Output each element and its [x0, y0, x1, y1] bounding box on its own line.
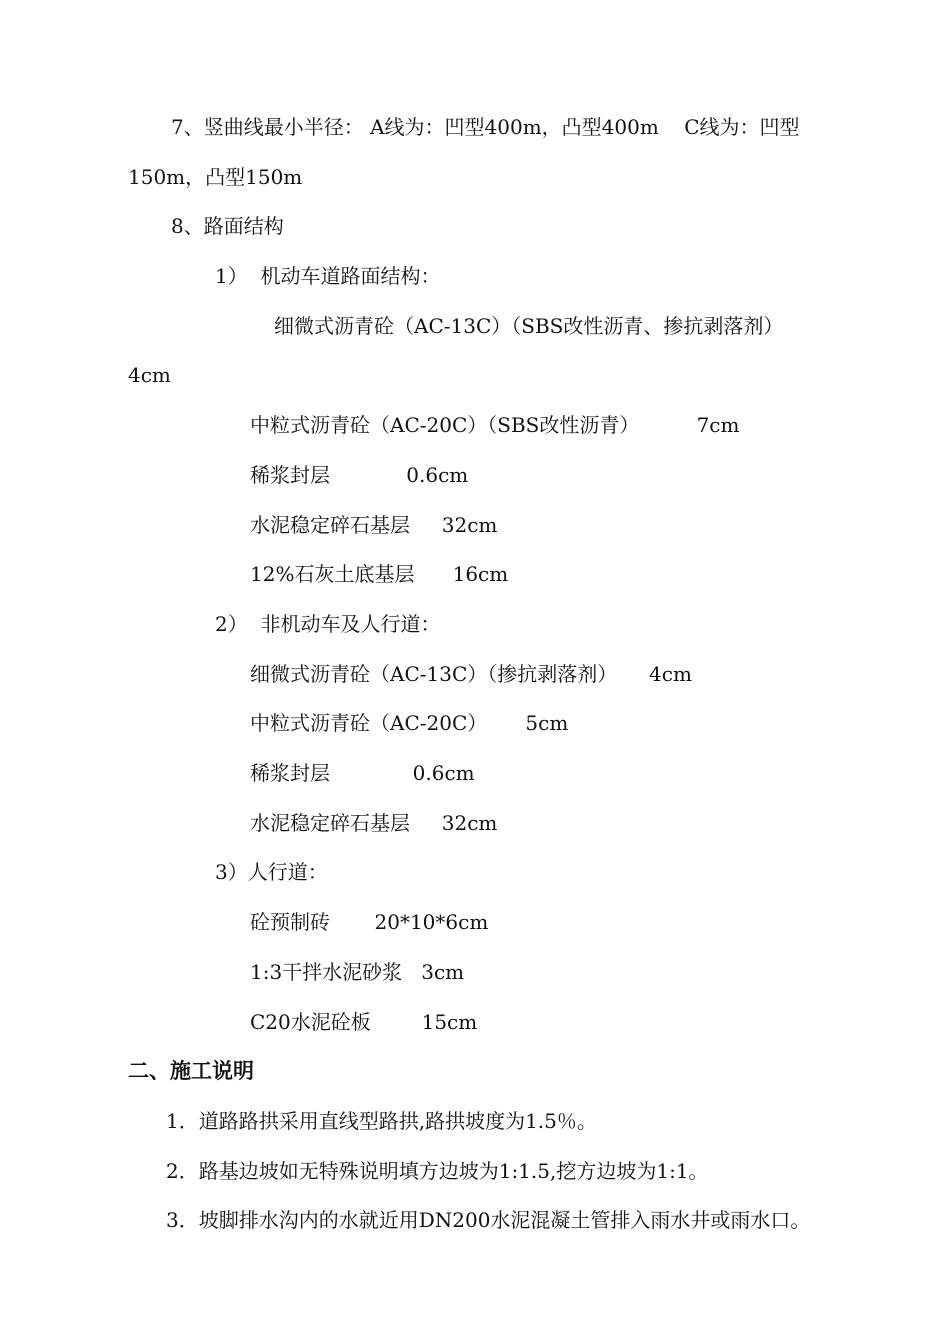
sub1-layer1-line2: 4cm — [128, 363, 171, 387]
sub1-title: 1） 机动车道路面结构： — [215, 264, 441, 288]
sub3-layer3: C20水泥砼板 15cm — [250, 1010, 478, 1034]
section2-heading: 二、施工说明 — [128, 1059, 254, 1083]
sub2-title: 2） 非机动车及人行道： — [215, 612, 441, 636]
sub2-layer3: 稀浆封层 0.6cm — [250, 761, 475, 785]
sub3-layer2: 1:3干拌水泥砂浆 3cm — [250, 960, 465, 984]
sub1-layer4: 水泥稳定碎石基层 32cm — [250, 513, 498, 537]
sub1-layer2: 中粒式沥青砼（AC-20C）（SBS改性沥青） 7cm — [250, 413, 740, 437]
section2-item-1: 1．道路路拱采用直线型路拱,路拱坡度为1.5％。 — [166, 1109, 597, 1133]
section2-item-2: 2．路基边坡如无特殊说明填方边坡为1:1.5,挖方边坡为1:1。 — [166, 1159, 709, 1183]
sub2-layer1: 细微式沥青砼（AC-13C）（掺抗剥落剂） 4cm — [250, 662, 692, 686]
item7-line1: 7、竖曲线最小半径： A线为：凹型400m，凸型400m C线为：凹型 — [171, 115, 800, 139]
sub1-layer1-line1: 细微式沥青砼（AC-13C）（SBS改性沥青、掺抗剥落剂） — [274, 314, 784, 338]
sub1-layer5: 12%石灰土底基层 16cm — [250, 562, 509, 586]
sub2-layer4: 水泥稳定碎石基层 32cm — [250, 811, 498, 835]
item7-line2: 150m，凸型150m — [128, 165, 303, 189]
sub1-layer3: 稀浆封层 0.6cm — [250, 463, 469, 487]
item8-title: 8、路面结构 — [171, 214, 284, 238]
sub3-layer1: 砼预制砖 20*10*6cm — [250, 910, 489, 934]
section2-item-3: 3．坡脚排水沟内的水就近用DN200水泥混凝土管排入雨水井或雨水口。 — [166, 1208, 811, 1232]
sub2-layer2: 中粒式沥青砼（AC-20C） 5cm — [250, 711, 569, 735]
sub3-title: 3）人行道： — [215, 860, 328, 884]
